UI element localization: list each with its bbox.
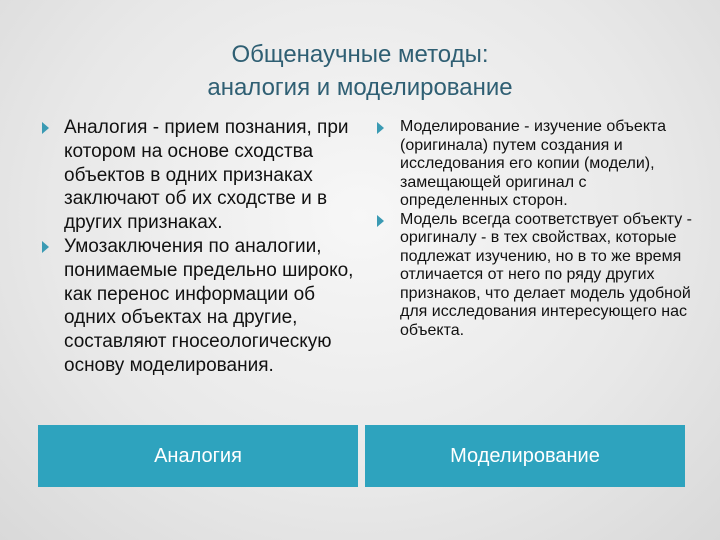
list-item-text: Модель всегда соответствует объекту - оригиналу - в тех свойствах, которые подлежат изучению, но в то же время отличается от него по ряду других признаков, что делает модель удобной для исследования интересующего нас объекта.	[400, 210, 693, 339]
title-line-1: Общенаучные методы:	[231, 41, 489, 68]
triangle-bullet-icon	[377, 122, 384, 134]
list-item	[40, 235, 370, 378]
slide-title	[0, 38, 720, 104]
list-item	[375, 211, 695, 341]
analogy-box-label: Аналогия	[154, 444, 242, 467]
list-item	[375, 118, 695, 211]
modeling-box	[365, 425, 685, 487]
list-item-text: Аналогия - прием познания, при котором на основе сходства объектов в одних признаках заключают об их сходстве и в других признаках.	[64, 117, 349, 234]
analogy-box	[38, 425, 358, 487]
triangle-bullet-icon	[377, 215, 384, 227]
title-line-2: аналогия и моделирование	[207, 74, 513, 101]
modeling-box-label: Моделирование	[450, 444, 600, 467]
list-item	[40, 116, 370, 235]
list-item-text: Моделирование - изучение объекта (оригинала) путем создания и исследования его копии (модели), замещающей оригинал с определенных сторон.	[400, 118, 667, 209]
list-item-text: Умозаключения по аналогии, понимаемые предельно широко, как перенос информации об одних объектах на другие, составляют гносеологическую основу моделирования.	[64, 235, 354, 376]
left-bullet-list	[40, 116, 370, 378]
right-bullet-list	[375, 118, 695, 340]
triangle-bullet-icon	[42, 241, 49, 253]
triangle-bullet-icon	[42, 122, 49, 134]
